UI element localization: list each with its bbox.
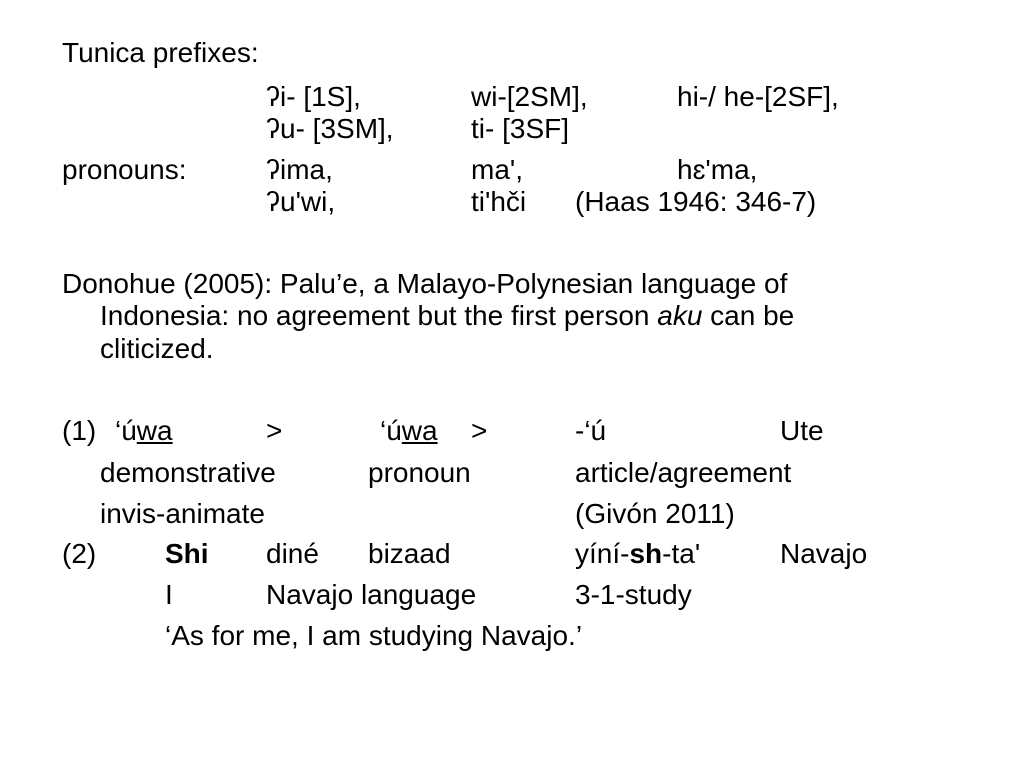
- pronouns-label: pronouns:: [62, 154, 187, 185]
- ex2-number: (2): [62, 538, 97, 569]
- aku-term: aku: [657, 300, 703, 331]
- ex2-translation: ‘As for me, I am studying Navajo.’: [165, 620, 583, 651]
- ex1-language: Ute: [780, 415, 824, 446]
- ex2-word-4: yíní-sh-ta': [575, 538, 701, 569]
- donohue-line-3: cliticized.: [100, 333, 214, 364]
- ex1-gloss-4: invis-animate: [100, 498, 265, 529]
- ex2-word-3: bizaad: [368, 538, 451, 569]
- ex2-word-1: Shi: [165, 538, 209, 569]
- prefix-2sf: hi-/ he-[2SF],: [677, 81, 839, 112]
- haas-citation: (Haas 1946: 346-7): [575, 186, 817, 217]
- prefix-1s: ʔi- [1S],: [266, 81, 361, 112]
- ex2-gloss-3: 3-1-study: [575, 579, 692, 610]
- donohue-line-2: Indonesia: no agreement but the first person aku can be: [100, 300, 795, 331]
- ex2-language: Navajo: [780, 538, 868, 569]
- prefix-3sf: ti- [3SF]: [471, 113, 570, 144]
- pronoun-4: ʔu'wi,: [266, 186, 336, 217]
- ex1-arrow-1: >: [266, 415, 283, 446]
- tunica-heading: Tunica prefixes:: [62, 37, 259, 68]
- ex1-word-1: ‘úwa: [115, 415, 173, 446]
- pronoun-5: ti'hči: [471, 186, 527, 217]
- ex1-gloss-2: pronoun: [368, 457, 471, 488]
- ex1-word-3: -‘ú: [575, 415, 607, 446]
- pronoun-1: ʔima,: [266, 154, 333, 185]
- givon-citation: (Givón 2011): [575, 498, 735, 529]
- pronoun-2: ma',: [471, 154, 524, 185]
- ex1-word-2: ‘úwa: [380, 415, 438, 446]
- ex2-word-2: diné: [266, 538, 319, 569]
- ex1-arrow-2: >: [471, 415, 488, 446]
- prefix-3sm: ʔu- [3SM],: [266, 113, 394, 144]
- prefix-2sm: wi-[2SM],: [471, 81, 588, 112]
- ex1-gloss-3: article/agreement: [575, 457, 792, 488]
- ex2-gloss-2: Navajo language: [266, 579, 477, 610]
- ex1-number: (1): [62, 415, 97, 446]
- pronoun-3: hɛ'ma,: [677, 154, 758, 185]
- donohue-line-1: Donohue (2005): Palu’e, a Malayo-Polynesian language of: [62, 268, 788, 299]
- ex1-gloss-1: demonstrative: [100, 457, 276, 488]
- ex2-gloss-1: I: [165, 579, 173, 610]
